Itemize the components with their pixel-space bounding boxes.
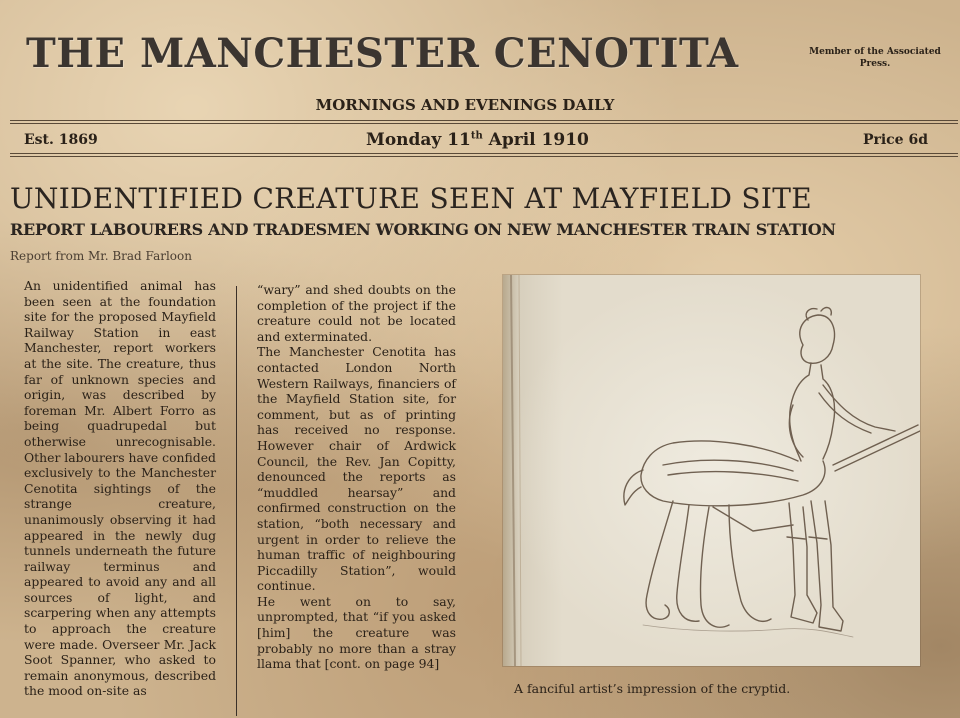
issue-date-rest: April 1910 bbox=[482, 130, 589, 150]
cryptid-illustration bbox=[503, 275, 920, 666]
column-2-paragraph-1: “wary” and shed doubts on the completion of the project if the creature could not be located and exterminated. bbox=[257, 282, 456, 344]
subheadline: REPORT LABOURERS AND TRADESMEN WORKING ON NEW MANCHESTER TRAIN STATION bbox=[10, 220, 836, 239]
issue-price: Price 6d bbox=[862, 132, 928, 148]
column-1-text: An unidentified animal has been seen at the foundation site for the proposed Mayfield Railway Station in east Manchester, report workers at the site. The creature, thus far of unknown species and origin, was described by foreman Mr. Albert Forro as being quadrupedal but otherwise unrecognisable. Other labourers have confided exclusively to the Manchester Cenotita sightings of the strange creature, unanimously observing it had appeared in the newly dug tunnels underneath the future railway terminus and appeared to avoid any and all sources of light, and scarpering when any attempts to approach the creature were made. Overseer Mr. Jack Soot Spanner, who asked to remain anonymous, described the mood on-site as bbox=[24, 278, 216, 699]
column-divider bbox=[236, 286, 237, 716]
issue-date-ordinal: th bbox=[470, 130, 483, 142]
top-rule-1 bbox=[10, 120, 958, 121]
associated-press-note: Member of the Associated Press. bbox=[809, 47, 941, 69]
masthead-title: THE MANCHESTER CENOTITA bbox=[26, 30, 739, 77]
column-2-paragraph-2: The Manchester Cenotita has contacted London North Western Railways, financiers of the Mayfield Station site, for comment, but as of printing has received no response. However chair of Ardwick Council, the Rev. Jan Copitty, denounced the reports as “muddled hearsay” and confirmed construction on the station, “both necessary and urgent in order to relieve the human traffic of neighbouring Piccadilly Station”, would continue. bbox=[257, 344, 456, 594]
article-column-2 bbox=[257, 282, 456, 672]
issue-date bbox=[366, 130, 589, 150]
bottom-rule-1 bbox=[10, 153, 958, 154]
bottom-rule-2 bbox=[10, 156, 958, 157]
byline: Report from Mr. Brad Farloon bbox=[10, 249, 192, 263]
established-year: Est. 1869 bbox=[24, 132, 98, 148]
centaur-sketch bbox=[503, 275, 920, 666]
column-2-paragraph-3: He went on to say, unprompted, that “if you asked [him] the creature was probably no more than a stray llama that [cont. on page 94] bbox=[257, 593, 456, 672]
masthead-subtitle: MORNINGS AND EVENINGS DAILY bbox=[315, 96, 615, 114]
article-column-1 bbox=[24, 278, 216, 699]
issue-date-day: Monday 11 bbox=[366, 130, 471, 150]
figure-caption: A fanciful artist’s impression of the cryptid. bbox=[514, 681, 791, 696]
top-rule-2 bbox=[10, 123, 958, 124]
headline: UNIDENTIFIED CREATURE SEEN AT MAYFIELD SITE bbox=[10, 182, 812, 215]
